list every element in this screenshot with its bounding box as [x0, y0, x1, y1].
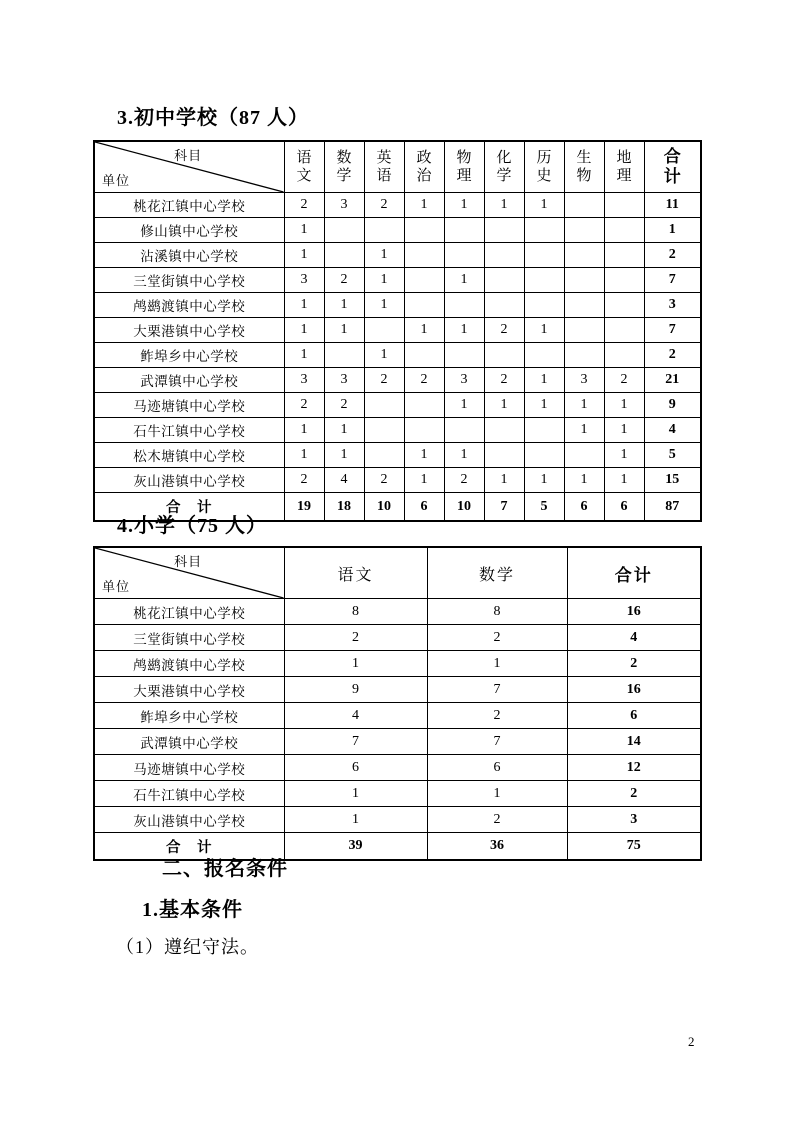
school-name-cell: 石牛江镇中心学校	[94, 418, 284, 443]
count-cell: 1	[404, 468, 444, 493]
count-cell	[364, 318, 404, 343]
table-row	[94, 703, 701, 729]
column-total-cell: 5	[524, 493, 564, 522]
count-cell: 1	[444, 443, 484, 468]
grand-total-cell: 75	[567, 833, 701, 861]
section3-title: 3.初中学校（87 人）	[117, 107, 309, 129]
total-column-header-label: 合计	[663, 147, 681, 186]
count-cell: 1	[564, 393, 604, 418]
column-header-label: 英语	[376, 150, 392, 184]
count-cell: 1	[364, 243, 404, 268]
count-cell	[604, 268, 644, 293]
page-number: 2	[688, 1034, 695, 1049]
header-row	[94, 547, 701, 599]
column-header-label: 生物	[576, 150, 592, 184]
row-total-cell: 21	[644, 368, 701, 393]
table-row	[94, 651, 701, 677]
count-cell: 1	[364, 268, 404, 293]
school-name-cell: 灰山港镇中心学校	[94, 468, 284, 493]
row-total-cell: 5	[644, 443, 701, 468]
count-cell: 1	[444, 393, 484, 418]
count-cell	[604, 343, 644, 368]
table-row	[94, 343, 701, 368]
count-cell	[444, 418, 484, 443]
column-header	[444, 141, 484, 193]
column-total-cell: 36	[427, 833, 567, 861]
count-cell	[404, 393, 444, 418]
count-cell: 1	[604, 393, 644, 418]
column-header	[404, 141, 444, 193]
row-total-cell: 4	[644, 418, 701, 443]
table-row	[94, 218, 701, 243]
corner-label-unit: 单位	[102, 579, 131, 594]
count-cell: 1	[284, 781, 427, 807]
table-row	[94, 468, 701, 493]
school-name-cell: 鸬鹚渡镇中心学校	[94, 651, 284, 677]
count-cell	[364, 443, 404, 468]
count-cell: 1	[284, 807, 427, 833]
count-cell: 2	[604, 368, 644, 393]
count-cell: 2	[484, 368, 524, 393]
count-cell: 3	[324, 368, 364, 393]
school-name-cell: 马迹塘镇中心学校	[94, 755, 284, 781]
total-label-cell: 合 计	[94, 833, 284, 861]
count-cell	[484, 268, 524, 293]
count-cell	[604, 243, 644, 268]
count-cell: 1	[284, 318, 324, 343]
column-total-cell: 7	[484, 493, 524, 522]
school-name-cell: 灰山港镇中心学校	[94, 807, 284, 833]
count-cell: 1	[604, 443, 644, 468]
count-cell: 1	[364, 293, 404, 318]
count-cell: 4	[284, 703, 427, 729]
column-header	[484, 141, 524, 193]
school-name-cell: 三堂街镇中心学校	[94, 268, 284, 293]
school-name-cell: 武潭镇中心学校	[94, 368, 284, 393]
count-cell: 2	[324, 393, 364, 418]
count-cell	[604, 218, 644, 243]
count-cell: 7	[427, 677, 567, 703]
column-header	[604, 141, 644, 193]
table-row	[94, 193, 701, 218]
heading-basic-requirements: 1.基本条件	[142, 899, 243, 921]
corner-label-subject: 科目	[174, 148, 203, 163]
table-row	[94, 443, 701, 468]
count-cell: 1	[284, 418, 324, 443]
count-cell: 1	[324, 418, 364, 443]
row-total-cell: 9	[644, 393, 701, 418]
column-header	[564, 141, 604, 193]
column-header-label: 地理	[616, 150, 632, 184]
count-cell	[604, 193, 644, 218]
count-cell: 1	[524, 368, 564, 393]
count-cell: 1	[284, 293, 324, 318]
count-cell: 8	[284, 599, 427, 625]
column-header	[324, 141, 364, 193]
count-cell: 4	[324, 468, 364, 493]
middle-school-table	[93, 140, 702, 522]
row-total-cell: 2	[644, 343, 701, 368]
count-cell	[484, 218, 524, 243]
row-total-cell: 3	[567, 807, 701, 833]
row-total-cell: 15	[644, 468, 701, 493]
count-cell	[404, 218, 444, 243]
table-row	[94, 625, 701, 651]
count-cell: 1	[484, 393, 524, 418]
column-total-cell: 18	[324, 493, 364, 522]
column-header-label: 数学	[336, 150, 352, 184]
row-total-cell: 2	[567, 651, 701, 677]
count-cell: 1	[284, 443, 324, 468]
count-cell	[564, 193, 604, 218]
count-cell: 2	[364, 368, 404, 393]
count-cell	[324, 243, 364, 268]
school-name-cell: 沾溪镇中心学校	[94, 243, 284, 268]
count-cell: 1	[284, 343, 324, 368]
count-cell: 1	[524, 193, 564, 218]
count-cell	[444, 293, 484, 318]
corner-label-unit: 单位	[102, 173, 131, 188]
grand-total-cell: 87	[644, 493, 701, 522]
count-cell: 6	[427, 755, 567, 781]
count-cell	[364, 218, 404, 243]
count-cell: 6	[284, 755, 427, 781]
count-cell: 2	[364, 193, 404, 218]
count-cell: 3	[284, 368, 324, 393]
count-cell: 1	[564, 418, 604, 443]
row-total-cell: 16	[567, 599, 701, 625]
corner-label-subject: 科目	[174, 554, 203, 569]
count-cell	[524, 343, 564, 368]
count-cell	[564, 243, 604, 268]
table-row	[94, 781, 701, 807]
count-cell	[564, 218, 604, 243]
school-name-cell: 鸬鹚渡镇中心学校	[94, 293, 284, 318]
count-cell	[564, 443, 604, 468]
school-name-cell: 桃花江镇中心学校	[94, 193, 284, 218]
table-row	[94, 418, 701, 443]
count-cell: 2	[284, 193, 324, 218]
table-row	[94, 729, 701, 755]
column-total-cell: 10	[444, 493, 484, 522]
heading-application-requirements: 二、报名条件	[162, 858, 288, 880]
count-cell	[524, 443, 564, 468]
row-total-cell: 16	[567, 677, 701, 703]
school-name-cell: 桃花江镇中心学校	[94, 599, 284, 625]
column-header	[524, 141, 564, 193]
corner-header-cell	[94, 141, 284, 193]
count-cell	[444, 243, 484, 268]
count-cell	[524, 418, 564, 443]
count-cell: 2	[404, 368, 444, 393]
total-column-header: 合计	[567, 547, 701, 599]
count-cell: 2	[284, 468, 324, 493]
count-cell: 3	[444, 368, 484, 393]
column-header-label: 物理	[456, 150, 472, 184]
count-cell: 1	[404, 318, 444, 343]
count-cell	[404, 418, 444, 443]
count-cell: 1	[404, 443, 444, 468]
count-cell: 2	[284, 393, 324, 418]
count-cell: 1	[364, 343, 404, 368]
count-cell: 1	[524, 393, 564, 418]
table-row	[94, 393, 701, 418]
count-cell: 7	[284, 729, 427, 755]
count-cell	[364, 418, 404, 443]
count-cell	[404, 243, 444, 268]
count-cell: 7	[427, 729, 567, 755]
table-row	[94, 293, 701, 318]
row-total-cell: 11	[644, 193, 701, 218]
count-cell: 2	[444, 468, 484, 493]
count-cell: 1	[427, 651, 567, 677]
column-header-label: 历史	[536, 150, 552, 184]
count-cell: 1	[604, 468, 644, 493]
count-cell	[564, 343, 604, 368]
school-name-cell: 三堂街镇中心学校	[94, 625, 284, 651]
column-header-label: 政治	[416, 150, 432, 184]
count-cell: 3	[564, 368, 604, 393]
column-total-cell: 19	[284, 493, 324, 522]
school-name-cell: 武潭镇中心学校	[94, 729, 284, 755]
table-row	[94, 243, 701, 268]
count-cell	[444, 343, 484, 368]
table-row	[94, 599, 701, 625]
count-cell: 1	[404, 193, 444, 218]
count-cell: 3	[324, 193, 364, 218]
count-cell	[324, 343, 364, 368]
school-name-cell: 大栗港镇中心学校	[94, 318, 284, 343]
count-cell: 2	[284, 625, 427, 651]
table-row	[94, 368, 701, 393]
count-cell	[524, 243, 564, 268]
count-cell: 9	[284, 677, 427, 703]
count-cell: 1	[484, 468, 524, 493]
count-cell	[524, 268, 564, 293]
row-total-cell: 4	[567, 625, 701, 651]
count-cell: 1	[524, 468, 564, 493]
row-total-cell: 2	[567, 781, 701, 807]
row-total-cell: 14	[567, 729, 701, 755]
column-total-cell: 6	[604, 493, 644, 522]
count-cell	[404, 343, 444, 368]
count-cell	[404, 268, 444, 293]
count-cell: 1	[444, 318, 484, 343]
table-row	[94, 807, 701, 833]
count-cell	[564, 268, 604, 293]
total-column-header	[644, 141, 701, 193]
total-label-cell: 合 计	[94, 493, 284, 522]
count-cell: 1	[484, 193, 524, 218]
count-cell	[324, 218, 364, 243]
column-header: 语文	[284, 547, 427, 599]
count-cell: 2	[364, 468, 404, 493]
count-cell	[364, 393, 404, 418]
requirement-item-1: （1）遵纪守法。	[116, 937, 259, 957]
count-cell: 1	[564, 468, 604, 493]
header-row	[94, 141, 701, 193]
school-name-cell: 修山镇中心学校	[94, 218, 284, 243]
count-cell: 3	[284, 268, 324, 293]
column-total-cell: 6	[564, 493, 604, 522]
table-row	[94, 755, 701, 781]
count-cell: 8	[427, 599, 567, 625]
column-total-cell: 10	[364, 493, 404, 522]
table-row	[94, 318, 701, 343]
count-cell: 2	[324, 268, 364, 293]
row-total-cell: 1	[644, 218, 701, 243]
count-cell	[484, 243, 524, 268]
table-row	[94, 268, 701, 293]
count-cell	[524, 293, 564, 318]
count-cell	[484, 418, 524, 443]
count-cell: 1	[324, 293, 364, 318]
count-cell: 2	[427, 807, 567, 833]
row-total-cell: 3	[644, 293, 701, 318]
column-total-cell: 6	[404, 493, 444, 522]
count-cell: 1	[444, 193, 484, 218]
count-cell: 2	[484, 318, 524, 343]
column-header: 数学	[427, 547, 567, 599]
count-cell: 1	[524, 318, 564, 343]
school-name-cell: 马迹塘镇中心学校	[94, 393, 284, 418]
count-cell	[484, 443, 524, 468]
column-header	[364, 141, 404, 193]
column-header-label: 语文	[296, 150, 312, 184]
count-cell: 1	[284, 218, 324, 243]
count-cell	[604, 293, 644, 318]
row-total-cell: 7	[644, 268, 701, 293]
count-cell: 1	[324, 318, 364, 343]
section4-title: 4.小学（75 人）	[117, 515, 267, 537]
count-cell: 2	[427, 703, 567, 729]
column-header-label: 化学	[496, 150, 512, 184]
row-total-cell: 2	[644, 243, 701, 268]
count-cell	[404, 293, 444, 318]
count-cell	[444, 218, 484, 243]
school-name-cell: 石牛江镇中心学校	[94, 781, 284, 807]
school-name-cell: 鲊埠乡中心学校	[94, 343, 284, 368]
count-cell	[604, 318, 644, 343]
primary-school-table	[93, 546, 702, 861]
school-name-cell: 大栗港镇中心学校	[94, 677, 284, 703]
school-name-cell: 鲊埠乡中心学校	[94, 703, 284, 729]
school-name-cell: 松木塘镇中心学校	[94, 443, 284, 468]
count-cell	[564, 318, 604, 343]
count-cell	[564, 293, 604, 318]
count-cell	[524, 218, 564, 243]
corner-header-cell	[94, 547, 284, 599]
count-cell: 1	[444, 268, 484, 293]
count-cell: 1	[604, 418, 644, 443]
table-row	[94, 677, 701, 703]
count-cell: 1	[284, 651, 427, 677]
count-cell: 1	[284, 243, 324, 268]
row-total-cell: 7	[644, 318, 701, 343]
count-cell: 2	[427, 625, 567, 651]
count-cell	[484, 293, 524, 318]
count-cell: 1	[427, 781, 567, 807]
count-cell	[484, 343, 524, 368]
count-cell: 1	[324, 443, 364, 468]
column-total-cell: 39	[284, 833, 427, 861]
column-header	[284, 141, 324, 193]
row-total-cell: 12	[567, 755, 701, 781]
row-total-cell: 6	[567, 703, 701, 729]
